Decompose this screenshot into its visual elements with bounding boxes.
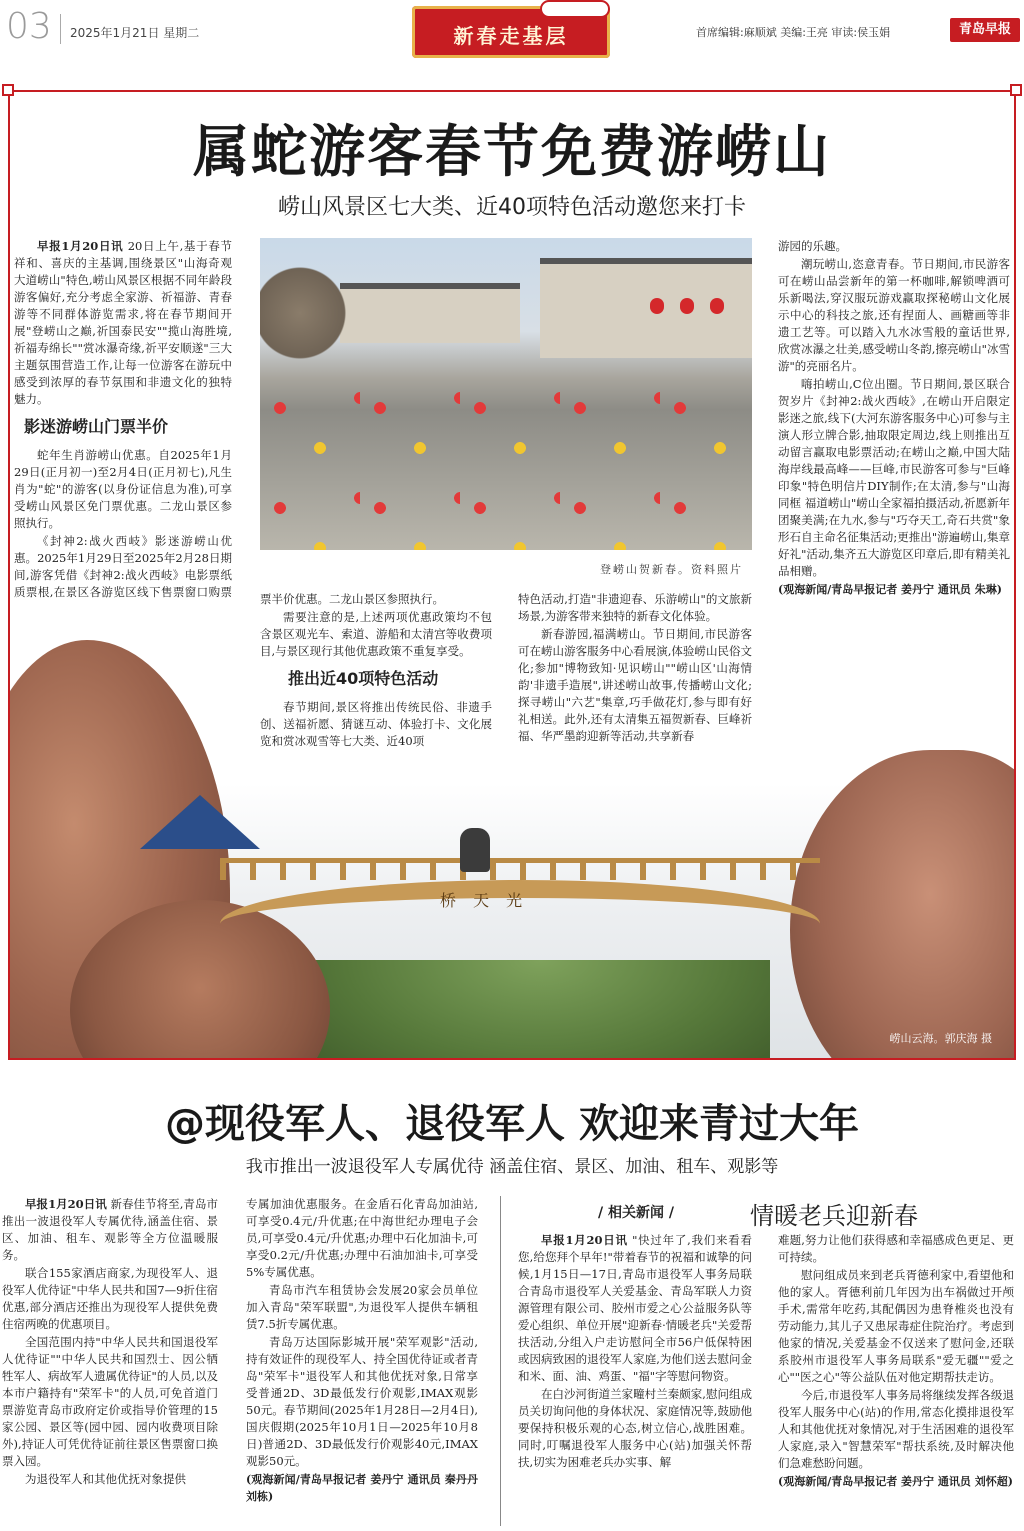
paragraph: 新春游园,福满崂山。节日期间,市民游客可在崂山游客服务中心看展演,体验崂山民俗文化;参加"博物致知·见识崂山""崂山区'山海情韵'非遗手造展",讲述崂山故事,传播崂山文化;探寻崂山"六艺"集章,巧手做花灯,参与即有好礼相送。此外,还有太清集五福贺新春、巨峰祈福、华严墨韵迎新等活动,共享新春	[518, 627, 752, 743]
frame-corner-ornament	[2, 84, 14, 96]
issue-date: 2025年1月21日 星期二	[70, 26, 200, 40]
page-number: 03	[6, 6, 52, 47]
newspaper-logo: 青岛早报	[950, 18, 1020, 42]
subhead: 推出近40项特色活动	[288, 669, 439, 688]
lantern-icon	[710, 298, 724, 314]
bridge-sign: 桥 天 光	[440, 891, 529, 910]
photo-caption: 登崂山贺新春。资料照片	[600, 563, 743, 576]
mountain-scenery-photo	[10, 600, 1014, 1058]
paragraph: 难题,努力让他们获得感和幸福感成色更足、更可持续。	[778, 1233, 1014, 1264]
cloud-ornament-icon	[540, 0, 610, 18]
header-divider	[60, 14, 61, 44]
editor-credits: 首席编辑:麻顺斌 美编:王亮 审读:侯玉娟	[696, 26, 891, 39]
story1-column-3	[518, 591, 752, 746]
paragraph: 潮玩崂山,恣意青春。节日期间,市民游客可在崂山品尝新年的第一杯咖啡,解锁啤酒可乐新喝法,穿汉服玩游戏赢取探秘崂山文化展示中心的科技之旅,还有捏面人、画糖画等非遗工艺等。可以踏入九水冰雪般的童话世界,欣赏冰瀑之壮美,感受崂山冬韵,擦亮崂山"冰雪游"的亮丽名片。	[778, 257, 1010, 373]
story1-column-4	[778, 238, 1010, 599]
paragraph: 嗨拍崂山,C位出圈。节日期间,景区联合贺岁片《封神2:战火西岐》,在崂山开启限定影迷之旅,线下(大河东游客服务中心)可参与主演人形立牌合影,抽取限定周边,线上则推出互动留言赢取电影票活动;在崂山之巅,中国大陆海岸线最高峰——巨峰,市民游客可参与"巨峰印象"特色明信片DIY制作;在太清,参与"山海同框 福道崂山"崂山全家福拍摄活动,祈愿新年团聚美满;在九水,参与"巧夺天工,奇石共赏"象形石自主命名征集活动;更推出"游遍崂山,集章好礼"活动,集齐五大游览区印章后,即有精美礼品相赠。	[778, 377, 1010, 578]
story2-subheadline: 我市推出一波退役军人专属优待 涵盖住宿、景区、加油、租车、观影等	[245, 1157, 779, 1177]
story1-headline: 属蛇游客春节免费游崂山	[193, 120, 831, 185]
scene-caption: 崂山云海。郭庆海 摄	[889, 1032, 992, 1045]
dancing-crowd	[260, 368, 752, 550]
paragraph: 《封神2:战火西岐》影迷游崂山优惠。2025年1月29日至2025年2月28日期间,游客凭借《封神2:战火西岐》电影票纸质票根,在景区各游览区线下售票窗口购票	[14, 534, 232, 599]
story2-column-2	[246, 1196, 478, 1531]
story1-subheadline: 崂山风景区七大类、近40项特色活动邀您来打卡	[278, 195, 746, 220]
building	[340, 283, 520, 343]
paragraph: 今后,市退役军人事务局将继续发挥各级退役军人服务中心(站)的作用,常态化摸排退役军人和其他优抚对象情况,对于生活困难的退役军人家庭,录入"智慧荣军"帮扶系统,及时解决他们急难愁盼问题。	[778, 1388, 1014, 1470]
byline: (观海新闻/青岛早报记者 姜丹宁 通讯员 秦丹丹 刘栋)	[246, 1473, 478, 1503]
subhead: 影迷游崂山门票半价	[24, 417, 169, 436]
tree	[260, 258, 350, 368]
frame-corner-ornament	[1010, 84, 1022, 96]
related-column-1	[518, 1232, 752, 1531]
paragraph: 联合155家酒店商家,为现役军人、退役军人优待证"中华人民共和国7—9折住宿优惠,部分酒店还推出为现役军人提供免费住宿两晚的优惠项目。	[2, 1266, 218, 1331]
paragraph: 慰问组成员来到老兵胥德利家中,看望他和他的家人。胥德利前几年因为出车祸做过开颅手术,需常年吃药,其配偶因为患脊椎炎也没有劳动能力,其儿子又患尿毒症住院治疗。考虑到他家的情况,关爱基金不仅送来了慰问金,还联系胶州市退役军人事务局联系"爱无疆""爱之心""医之心"等公益队伍对他定期帮扶走访。	[778, 1268, 1014, 1384]
dateline: 早报1月20日讯	[541, 1233, 628, 1247]
paragraph: 为退役军人和其他优抚对象提供	[25, 1472, 186, 1486]
page-header	[0, 0, 1024, 62]
dateline: 早报1月20日讯	[37, 239, 124, 253]
paragraph: "快过年了,我们来看看您,给您拜个早年!"带着春节的祝福和诚挚的问候,1月15日—17日,青岛市退役军人事务局联合青岛市退役军人关爱基金、青岛军联人力资源管理有限公司、胶州市爱之心公益服务队等爱心组织、单位开展"迎新春·情暖老兵"关爱帮扶活动,分组入户走访慰问全市56户低保特困或因病致困的退役军人家庭,为他们送去慰问金和米、面、油、鸡蛋、"福"字等慰问物资。	[518, 1233, 752, 1383]
related-column-2	[778, 1232, 1014, 1531]
bridge-railing	[220, 858, 820, 880]
paragraph: 20日上午,基于春节祥和、喜庆的主基调,围绕景区"山海奇观 大道崂山"特色,崂山风景区根据不同年龄段游客偏好,充分考虑全家游、祈福游、青春游等不同群体游览需求,将在春节期间开展"登崂山之巅,祈国泰民安""揽山海胜境,祈福寿绵长""赏冰瀑奇缘,祈平安顺遂"三大主题氛围营造工作,让每一位游客在游玩中感受到浓厚的春节氛围和非遗文化的独特魅力。	[14, 239, 232, 406]
dateline: 早报1月20日讯	[25, 1197, 107, 1211]
paragraph: 在白沙河街道兰家疃村兰秦颇家,慰问组成员关切询问他的身体状况、家庭情况等,鼓励他要保持积极乐观的心态,树立信心,战胜困难。同时,叮嘱退役军人服务中心(站)加强关怀帮扶,切实为困难老兵办实事、解	[518, 1387, 752, 1469]
byline: (观海新闻/青岛早报记者 姜丹宁 通讯员 刘怀超)	[778, 1475, 1013, 1488]
paragraph: 特色活动,打造"非遗迎春、乐游崂山"的文旅新场景,为游客带来独特的新春文化体验。	[518, 592, 752, 623]
column-divider	[500, 1196, 501, 1526]
lantern-icon	[680, 298, 694, 314]
paragraph: 春节期间,景区将推出传统民俗、非遗手创、送福祈愿、猜谜互动、体验打卡、文化展览和赏冰观雪等七大类、近40项	[260, 700, 492, 748]
paragraph: 票半价优惠。二龙山景区参照执行。	[260, 592, 444, 606]
related-news-label: / 相关新闻 /	[598, 1205, 674, 1221]
news-photo-festival	[260, 238, 752, 550]
paragraph: 蛇年生肖游崂山优惠。自2025年1月29日(正月初一)至2月4日(正月初七),凡生肖为"蛇"的游客(以身份证信息为准),可享受崂山风景区免门票优惠。二龙山景区参照执行。	[14, 448, 232, 530]
byline: (观海新闻/青岛早报记者 姜丹宁 通讯员 朱琳)	[778, 583, 1002, 596]
paragraph: 新春佳节将至,青岛市推出一波退役军人专属优待,涵盖住宿、景区、加油、租车、观影等全方位温暖服务。	[2, 1197, 218, 1262]
story1-column-2	[260, 591, 492, 751]
paragraph: 需要注意的是,上述两项优惠政策均不包含景区观光车、索道、游船和太清宫等收费项目,与景区现行其他优惠政策不重复享受。	[260, 610, 492, 658]
section-banner-label: 新春走基层	[453, 24, 569, 48]
lantern-icon	[650, 298, 664, 314]
story2-column-1	[2, 1196, 218, 1531]
paragraph: 全国范围内持"中华人民共和国退役军人优待证""中华人民共和国烈士、因公牺牲军人、病故军人遗属优待证"的人员,以及本市户籍持有"荣军卡"的人员,可免首道门票游览青岛市政府定价或指导价管理的15家公园、景区等(园中园、园内收费项目除外),持证人可凭优待证前往景区售票窗口换票入园。	[2, 1335, 218, 1468]
story2-headline: @现役军人、退役军人 欢迎来青过大年	[165, 1101, 859, 1147]
paragraph: 专属加油优惠服务。在金盾石化青岛加油站,可享受0.4元/升优惠;在中海世纪办理电子会员,可享受0.4元/升优惠;办理中石化加油卡,可享受0.2元/升优惠;办理中石油加油卡,可享受5%专属优惠。	[246, 1197, 478, 1279]
person-on-bridge	[460, 828, 490, 872]
related-news-headline: 情暖老兵迎新春	[750, 1202, 918, 1230]
paragraph: 青岛市汽车租赁协会发展20家会员单位加入青岛"荣军联盟",为退役军人提供车辆租赁7.5折专属优惠。	[246, 1283, 478, 1331]
paragraph: 游园的乐趣。	[778, 239, 847, 253]
paragraph: 青岛万达国际影城开展"荣军观影"活动,持有效证件的现役军人、持全国优待证或者青岛"荣军卡"退役军人和其他优抚对象,日常享受普通2D、3D最低发行价观影,IMAX观影50元。春节期间(2025年1月28日—2月4日),国庆假期(2025年10月1日—2025年10月8日)普通2D、3D最低发行价观影40元,IMAX观影50元。	[246, 1335, 478, 1468]
